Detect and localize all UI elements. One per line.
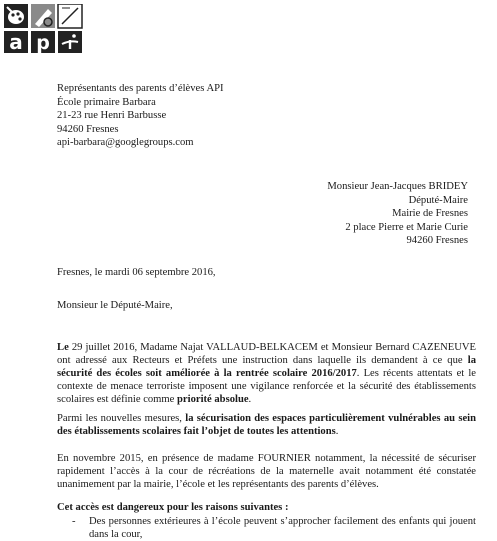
recipient-line: Mairie de Fresnes <box>392 208 468 219</box>
salutation: Monsieur le Député-Maire, <box>57 300 173 311</box>
svg-text:p: p <box>36 32 50 54</box>
sender-address <box>57 82 224 150</box>
letter-date: Fresnes, le mardi 06 septembre 2016, <box>57 267 216 278</box>
svg-text:a: a <box>9 30 23 54</box>
sender-line: 21-23 rue Henri Barbusse <box>57 110 167 121</box>
sender-email: api-barbara@googlegroups.com <box>57 137 194 148</box>
paragraph-1-lead: Le <box>57 342 69 353</box>
list-item <box>72 515 476 541</box>
recipient-line: 94260 Fresnes <box>406 235 468 246</box>
paragraph-1-emphasis: la sécurité des écoles soit améliorée à la rentrée scolaire 2016/2017 <box>57 355 476 379</box>
paragraph-1 <box>57 341 476 406</box>
paragraph-2-emphasis: la sécurisation des espaces particulièrement vulnérables au sein des établissements scolaires fait l’objet de toutes les attentions <box>57 413 476 437</box>
paragraph-1-text: 29 juillet 2016, Madame Najat VALLAUD-BELKACEM et Monsieur Bernard CAZENEUVE ont adressé aux Recteurs et Préfets une instruction dans laquelle ils demandent à ce que <box>57 342 476 366</box>
list-item-text: Des personnes extérieures à l’école peuvent s’approcher facilement des enfants qui jouent dans la cour, <box>89 516 476 540</box>
paragraph-1-text: . <box>248 394 252 405</box>
paragraph-1-text: . Les récents attentats et le contexte de menace terroriste imposent une vigilance renforcée et la sécurité des établissements scolaires est définie comme <box>57 368 476 405</box>
api-logo <box>4 4 84 54</box>
palette-icon <box>4 4 28 28</box>
sender-line: École primaire Barbara <box>57 96 156 108</box>
paragraph-3: En novembre 2015, en présence de madame FOURNIER notamment, la nécessité de sécuriser rapidement l’accès à la cour de récréations de la maternelle avait notamment été constatée unanimement par la mairie, l’école et les représentants des parents d’élèves. <box>57 453 476 490</box>
bullet-dash: - <box>72 516 76 527</box>
paragraph-2-text: Parmi les nouvelles mesures, <box>57 413 186 424</box>
sender-line: 94260 Fresnes <box>57 123 119 135</box>
paragraph-2-text: . <box>335 426 339 437</box>
page-icon <box>58 4 82 28</box>
pencil-icon <box>31 4 55 28</box>
section-heading: Cet accès est dangereux pour les raisons suivantes : <box>57 502 289 513</box>
recipient-line: Député-Maire <box>408 194 468 206</box>
recipient-line: 2 place Pierre et Marie Curie <box>345 221 468 233</box>
paragraph-1-emphasis: priorité absolue <box>177 394 249 405</box>
paragraph-2 <box>57 412 476 438</box>
recipient-address <box>327 180 468 248</box>
logo-wordmark <box>4 30 82 54</box>
sender-line: Représentants des parents d’élèves API <box>57 83 224 94</box>
recipient-line: Monsieur Jean-Jacques BRIDEY <box>327 181 468 192</box>
